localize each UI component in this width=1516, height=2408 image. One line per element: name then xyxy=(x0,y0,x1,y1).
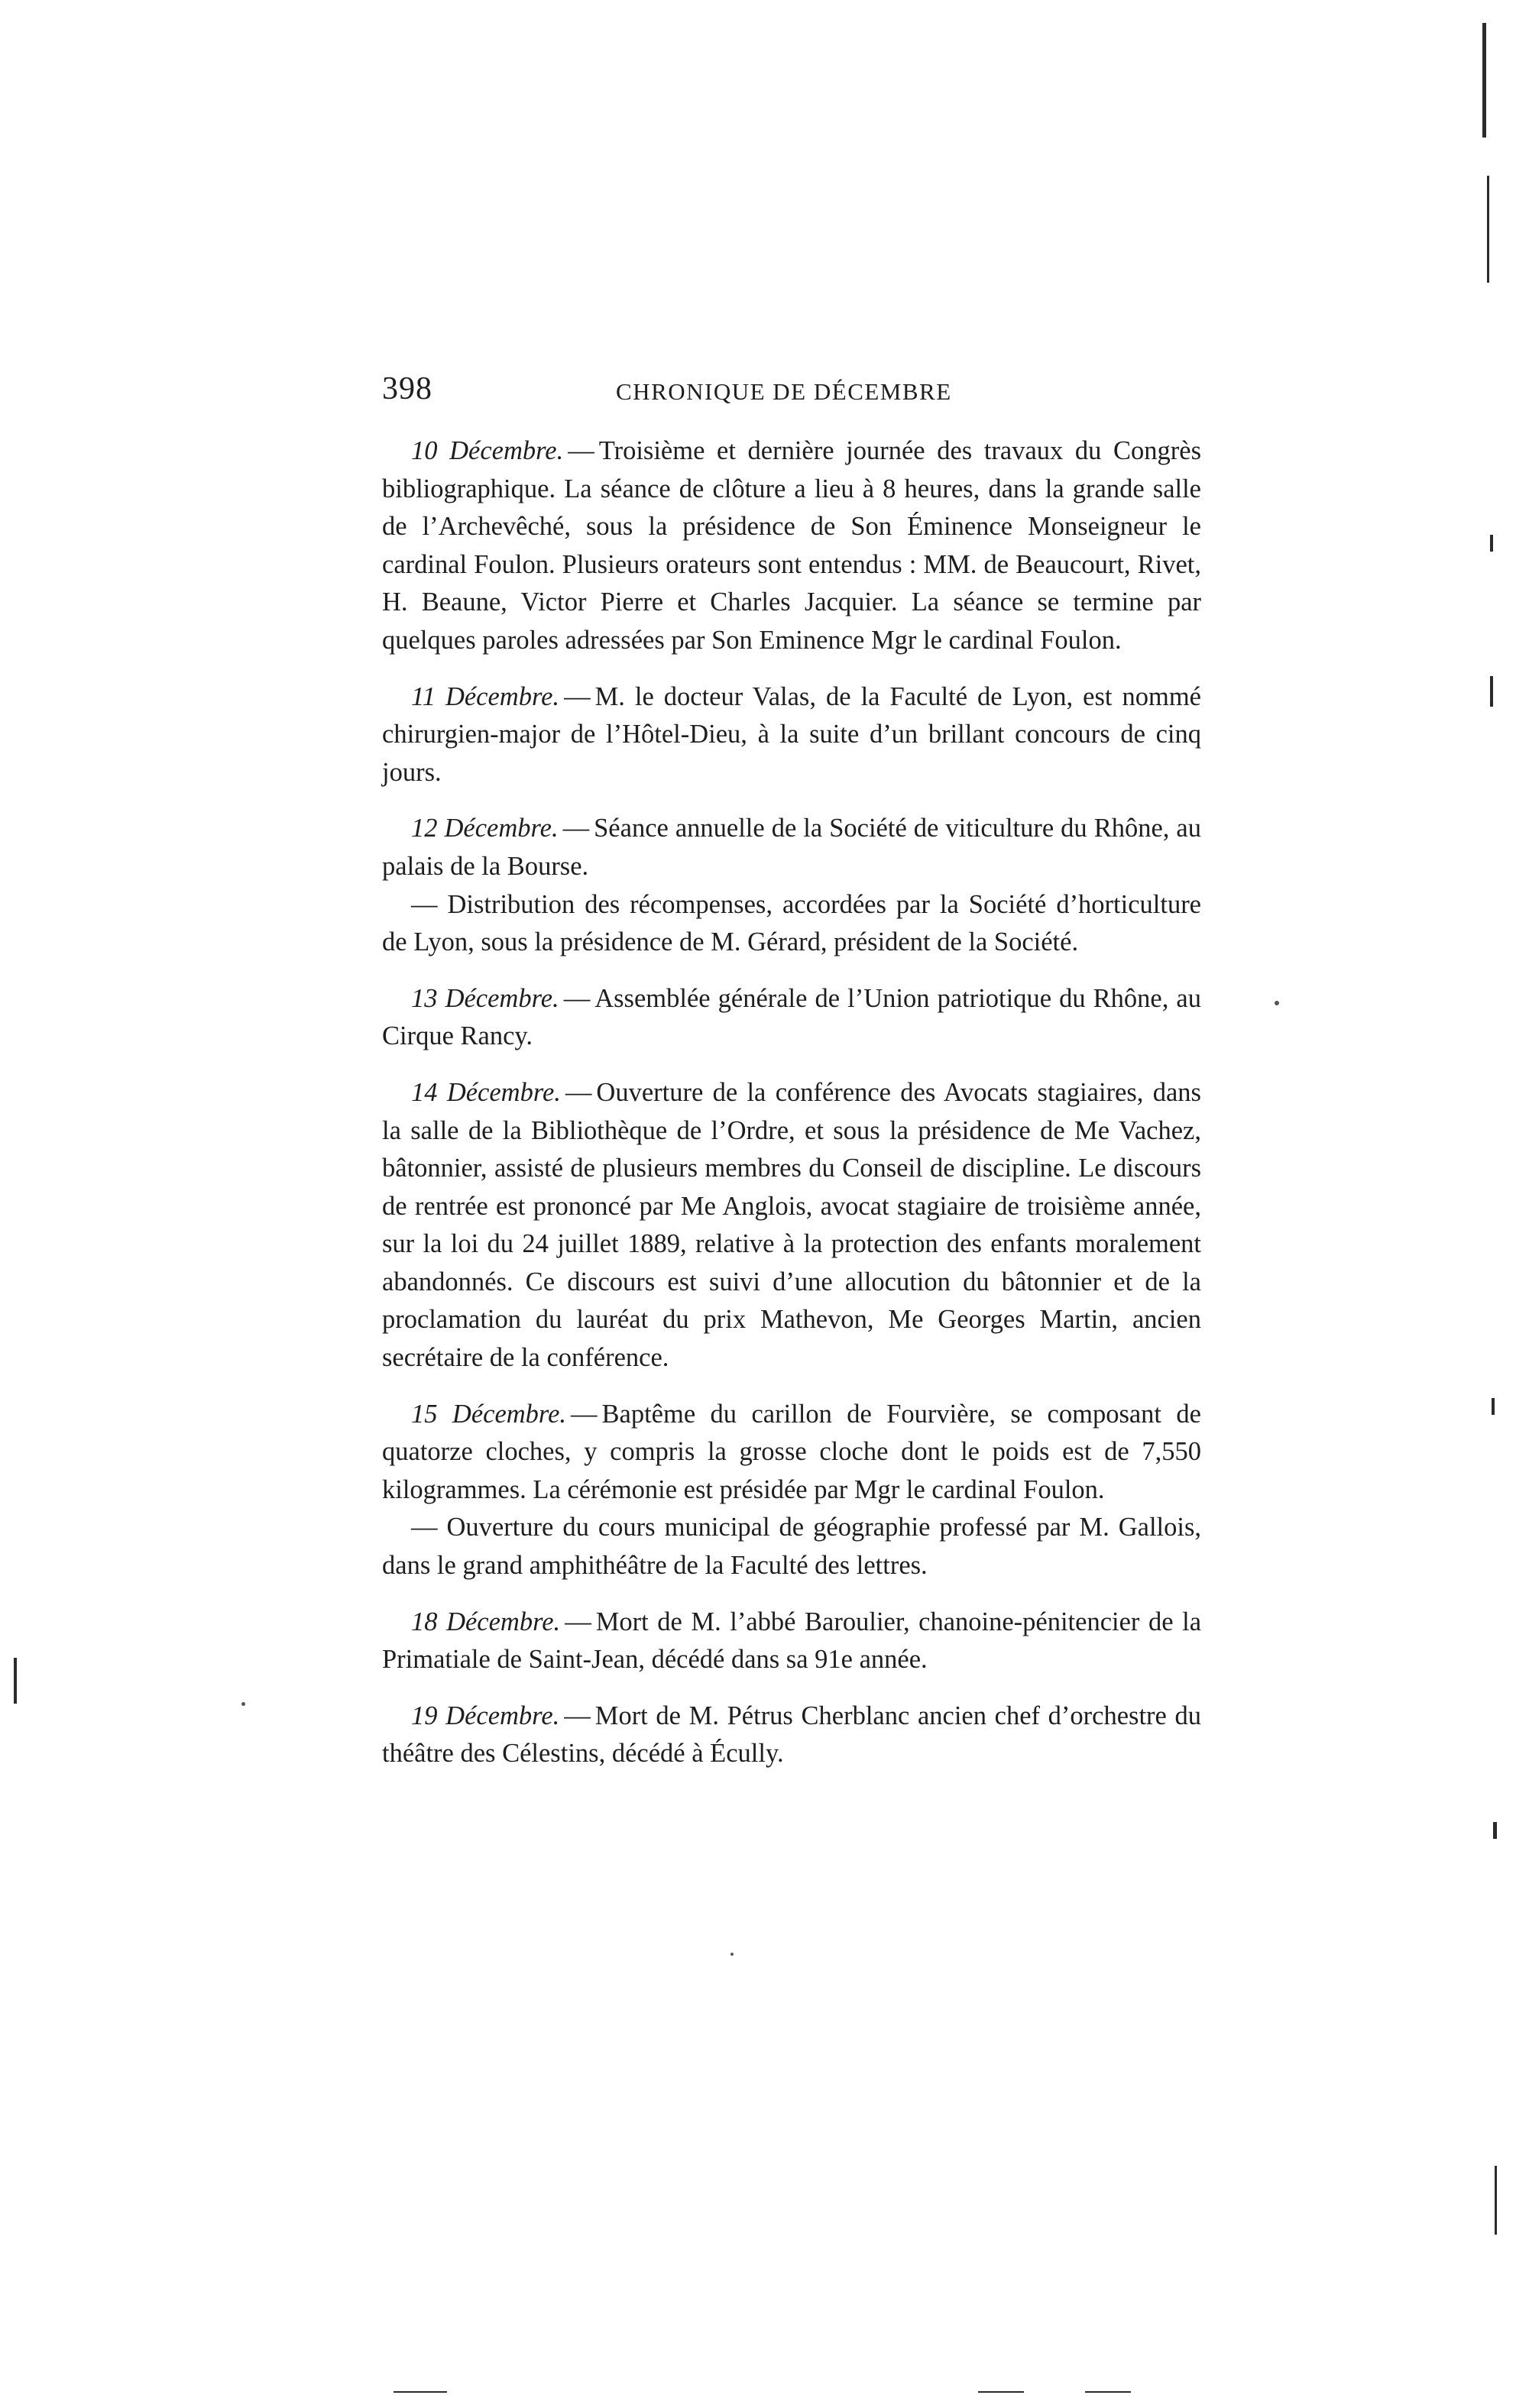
entry-paragraph xyxy=(382,980,1201,1056)
scan-edge-mark xyxy=(394,2391,447,2393)
scan-edge-mark xyxy=(1487,176,1489,283)
entry-date: 10 Décembre. xyxy=(411,436,564,465)
entry-dash: — xyxy=(565,1607,591,1636)
entry-text: Assemblée générale de l’Union patriotique du Rhône, au Cirque Rancy. xyxy=(382,983,1201,1051)
entry-date: 11 Décembre. xyxy=(411,681,560,711)
entry-text: Troisième et dernière journée des travaux du Congrès bibliographique. La séance de clôture a lieu à 8 heures, dans la grande salle de l’Archevêché, sous la présidence de Son Éminence Monseigneur le cardinal Foulon. Plusieurs orateurs sont entendus : MM. de Beaucourt, Rivet, H. Beaune, Victor Pierre et Charles Jacquier. La séance se termine par quelques paroles adressées par Son Eminence Mgr le cardinal Foulon. xyxy=(382,436,1202,655)
scan-speck xyxy=(730,1953,734,1956)
entry-date: 14 Décembre. xyxy=(411,1077,561,1107)
entry-dash: — xyxy=(568,436,594,465)
entry-paragraph xyxy=(382,1604,1201,1679)
entry-date: 13 Décembre. xyxy=(411,983,559,1013)
entry-date: 18 Décembre. xyxy=(411,1607,561,1636)
entry-dash: — xyxy=(564,681,591,711)
chronicle-entry xyxy=(382,980,1201,1056)
entry-paragraph xyxy=(382,432,1201,660)
scan-edge-mark xyxy=(1495,2166,1497,2235)
running-title: CHRONIQUE DE DÉCEMBRE xyxy=(616,378,952,405)
scan-edge-mark xyxy=(1493,1822,1497,1839)
entry-paragraph xyxy=(382,1698,1201,1773)
entry-text: Mort de M. Pétrus Cherblanc ancien chef d’orchestre du théâtre des Célestins, décédé à Écully. xyxy=(382,1701,1201,1769)
scan-edge-mark xyxy=(1490,676,1493,707)
entry-continuation: — Ouverture du cours municipal de géographie professé par M. Gallois, dans le grand amphithéâtre de la Faculté des lettres. xyxy=(382,1513,1201,1581)
chronicle-entry xyxy=(382,1604,1201,1679)
scan-speck xyxy=(241,1702,245,1706)
entry-text: Séance annuelle de la Société de viticulture du Rhône, au palais de la Bourse. xyxy=(382,814,1201,881)
scan-edge-mark xyxy=(1492,1398,1495,1415)
running-header xyxy=(382,373,1207,416)
entry-dash: — xyxy=(563,983,591,1013)
scan-edge-mark xyxy=(1482,23,1486,138)
entry-text: Baptême du carillon de Fourvière, se composant de quatorze cloches, y compris la grosse cloche dont le poids est de 7,550 kilogrammes. La cérémonie est présidée par Mgr le cardinal Foulon. xyxy=(382,1399,1201,1504)
chronicle-entry xyxy=(382,432,1201,660)
entry-paragraph xyxy=(382,678,1201,792)
entry-text: Ouverture de la conférence des Avocats stagiaires, dans la salle de la Bibliothèque de l’Ordre, et sous la présidence de Me Vachez, bâtonnier, assisté de plusieurs membres du Conseil de discipline. Le discours de rentrée est prononcé par Me Anglois, avocat stagiaire de troisième année, sur la loi du 24 juillet 1889, relative à la protection des enfants moralement abandonnés. Ce discours est suivi d’une allocution du bâtonnier et de la proclamation du lauréat du prix Mathevon, Me Georges Martin, ancien secrétaire de la conférence. xyxy=(382,1077,1201,1373)
entry-date: 19 Décembre. xyxy=(411,1701,560,1730)
entry-dash: — xyxy=(565,1077,592,1107)
entry-dash: — xyxy=(571,1399,598,1429)
chronicle-entry xyxy=(382,1698,1201,1773)
scan-edge-mark xyxy=(1085,2391,1131,2393)
chronicle-entry xyxy=(382,1396,1201,1585)
entry-text: M. le docteur Valas, de la Faculté de Lyon, est nommé chirurgien-major de l’Hôtel-Dieu, à la suite d’un brillant concours de cinq jours. xyxy=(382,681,1201,787)
scan-edge-mark xyxy=(14,1658,17,1704)
page-number: 398 xyxy=(382,371,432,406)
entry-continuation: — Distribution des récompenses, accordées par la Société d’horticulture de Lyon, sous la présidence de M. Gérard, président de la Société. xyxy=(382,889,1201,957)
chronicle-entry xyxy=(382,1074,1201,1377)
scan-speck xyxy=(1275,1001,1279,1005)
chronicle-entry xyxy=(382,810,1201,961)
entry-dash: — xyxy=(564,1701,591,1730)
chronicle-entry xyxy=(382,678,1201,792)
entry-date: 12 Décembre. xyxy=(411,814,559,843)
entry-paragraph xyxy=(382,810,1201,885)
entry-date: 15 Décembre. xyxy=(411,1399,567,1429)
entry-paragraph xyxy=(382,1396,1201,1510)
entry-paragraph xyxy=(382,1074,1201,1377)
entry-dash: — xyxy=(562,814,590,843)
scan-edge-mark xyxy=(978,2391,1024,2393)
chronicle-body xyxy=(382,432,1201,1791)
entry-text: Mort de M. l’abbé Baroulier, chanoine-pénitencier de la Primatiale de Saint-Jean, décédé dans sa 91e année. xyxy=(382,1607,1202,1675)
scan-edge-mark xyxy=(1490,535,1493,552)
